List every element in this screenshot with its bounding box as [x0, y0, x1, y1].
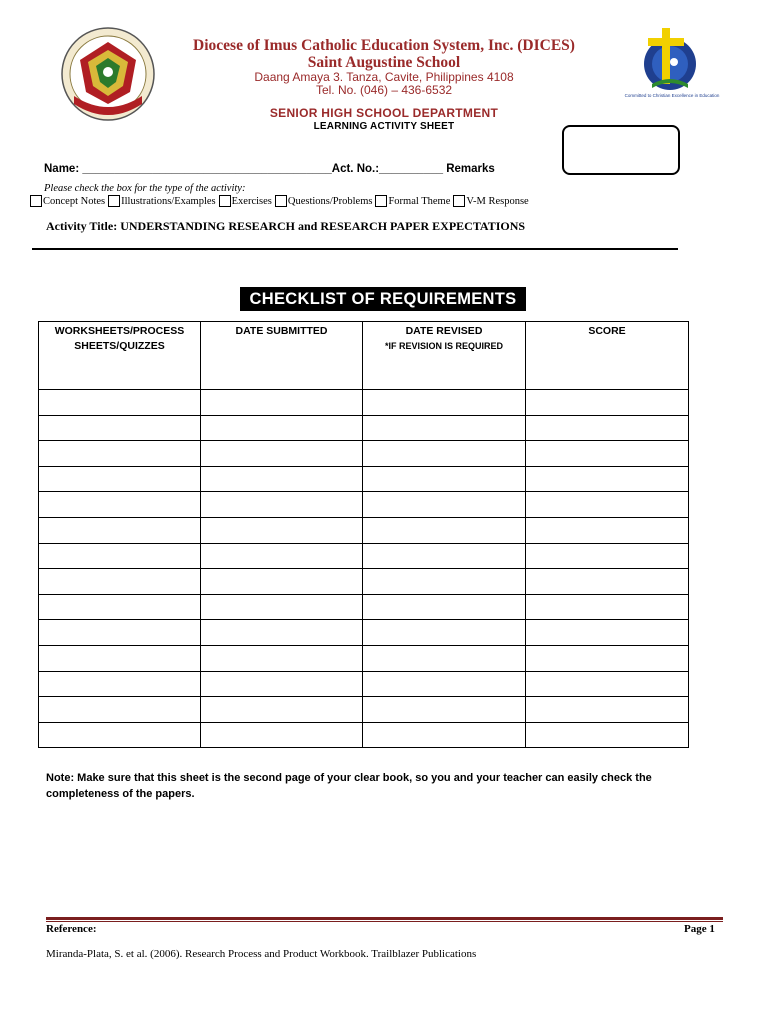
table-cell[interactable] — [201, 594, 363, 620]
table-cell[interactable] — [201, 697, 363, 723]
checkbox-icon[interactable] — [30, 195, 42, 207]
table-cell[interactable] — [363, 671, 526, 697]
checkbox-icon[interactable] — [275, 195, 287, 207]
table-row — [39, 390, 689, 416]
table-cell[interactable] — [39, 671, 201, 697]
table-row — [39, 517, 689, 543]
table-cell[interactable] — [526, 697, 689, 723]
table-cell[interactable] — [526, 466, 689, 492]
table-cell[interactable] — [39, 492, 201, 518]
option-formal-theme[interactable]: Formal Theme — [375, 195, 450, 207]
table-cell[interactable] — [201, 517, 363, 543]
table-cell[interactable] — [363, 466, 526, 492]
activity-type-instruction: Please check the box for the type of the activity: — [44, 183, 246, 194]
table-cell[interactable] — [363, 543, 526, 569]
remarks-box[interactable] — [562, 125, 680, 175]
table-row — [39, 441, 689, 467]
school-address: Daang Amaya 3. Tanza, Cavite, Philippines 4108 — [254, 70, 514, 84]
table-cell[interactable] — [363, 517, 526, 543]
option-illustrations-examples[interactable]: Illustrations/Examples — [108, 195, 216, 207]
table-cell[interactable] — [363, 492, 526, 518]
table-cell[interactable] — [39, 517, 201, 543]
table-cell[interactable] — [201, 645, 363, 671]
checklist-title: CHECKLIST OF REQUIREMENTS — [240, 287, 526, 311]
option-questions-problems[interactable]: Questions/Problems — [275, 195, 373, 207]
table-cell[interactable] — [363, 722, 526, 748]
table-header-row — [39, 322, 689, 390]
option-vm-response[interactable]: V-M Response — [453, 195, 528, 207]
table-cell[interactable] — [201, 390, 363, 416]
table-row — [39, 594, 689, 620]
table-cell[interactable] — [201, 620, 363, 646]
table-cell[interactable] — [39, 620, 201, 646]
table-cell[interactable] — [363, 441, 526, 467]
table-cell[interactable] — [201, 415, 363, 441]
option-concept-notes[interactable]: Concept Notes — [30, 195, 105, 207]
table-cell[interactable] — [363, 569, 526, 595]
table-row — [39, 492, 689, 518]
table-cell[interactable] — [39, 441, 201, 467]
school-telephone: Tel. No. (046) – 436-6532 — [315, 83, 453, 97]
col-header-date-submitted: DATE SUBMITTED — [201, 322, 363, 390]
reference-citation: Miranda-Plata, S. et al. (2006). Research Process and Product Workbook. Trailblazer Publications — [46, 948, 477, 960]
col-header-date-revised: DATE REVISED *IF REVISION IS REQUIRED — [363, 322, 526, 390]
table-cell[interactable] — [526, 594, 689, 620]
option-exercises[interactable]: Exercises — [219, 195, 272, 207]
table-row — [39, 645, 689, 671]
table-cell[interactable] — [526, 620, 689, 646]
table-row — [39, 697, 689, 723]
table-cell[interactable] — [363, 645, 526, 671]
table-cell[interactable] — [363, 697, 526, 723]
table-row — [39, 569, 689, 595]
table-cell[interactable] — [526, 517, 689, 543]
footer-divider — [46, 917, 723, 920]
activity-type-options — [30, 195, 532, 207]
checkbox-icon[interactable] — [375, 195, 387, 207]
table-cell[interactable] — [526, 569, 689, 595]
table-cell[interactable] — [526, 441, 689, 467]
table-cell[interactable] — [39, 697, 201, 723]
table-cell[interactable] — [39, 543, 201, 569]
table-row — [39, 466, 689, 492]
table-cell[interactable] — [39, 569, 201, 595]
checkbox-icon[interactable] — [108, 195, 120, 207]
dices-logo-caption: Committed to Christian Excellence in Education — [624, 93, 720, 98]
table-row — [39, 620, 689, 646]
table-cell[interactable] — [363, 390, 526, 416]
school-name: Saint Augustine School — [307, 54, 461, 71]
table-cell[interactable] — [526, 415, 689, 441]
table-row — [39, 722, 689, 748]
table-row — [39, 671, 689, 697]
checkbox-icon[interactable] — [219, 195, 231, 207]
table-row — [39, 415, 689, 441]
table-cell[interactable] — [363, 415, 526, 441]
revision-note: *IF REVISION IS REQUIRED — [384, 341, 504, 351]
table-cell[interactable] — [39, 390, 201, 416]
reference-label: Reference: — [46, 923, 97, 935]
table-cell[interactable] — [526, 390, 689, 416]
table-cell[interactable] — [39, 415, 201, 441]
page-number: Page 1 — [684, 923, 715, 935]
organization-name: Diocese of Imus Catholic Education System, Inc. (DICES) — [193, 37, 575, 54]
table-cell[interactable] — [39, 594, 201, 620]
table-cell[interactable] — [201, 671, 363, 697]
activity-title: Activity Title: UNDERSTANDING RESEARCH and RESEARCH PAPER EXPECTATIONS — [46, 219, 526, 233]
table-cell[interactable] — [526, 543, 689, 569]
table-cell[interactable] — [363, 594, 526, 620]
table-cell[interactable] — [526, 671, 689, 697]
table-cell[interactable] — [39, 645, 201, 671]
col-header-worksheets: WORKSHEETS/PROCESS SHEETS/QUIZZES — [39, 322, 201, 390]
table-cell[interactable] — [201, 441, 363, 467]
table-cell[interactable] — [39, 722, 201, 748]
col-header-score: SCORE — [526, 322, 689, 390]
department-title: SENIOR HIGH SCHOOL DEPARTMENT — [269, 106, 499, 120]
table-cell[interactable] — [201, 543, 363, 569]
checkbox-icon[interactable] — [453, 195, 465, 207]
title-divider — [32, 248, 678, 250]
sheet-type: LEARNING ACTIVITY SHEET — [313, 121, 455, 132]
table-cell[interactable] — [201, 492, 363, 518]
table-cell[interactable] — [526, 645, 689, 671]
table-cell[interactable] — [526, 722, 689, 748]
table-cell[interactable] — [363, 620, 526, 646]
table-cell[interactable] — [526, 492, 689, 518]
table-cell[interactable] — [39, 466, 201, 492]
requirements-table — [38, 321, 689, 748]
table-row — [39, 543, 689, 569]
footer-divider-thin — [46, 921, 723, 922]
table-cell[interactable] — [201, 466, 363, 492]
table-cell[interactable] — [201, 569, 363, 595]
instruction-note: Note: Make sure that this sheet is the second page of your clear book, so you and your teacher can easily check the completeness of the papers. — [46, 772, 652, 800]
table-cell[interactable] — [201, 722, 363, 748]
name-act-remarks-line[interactable]: Name: _______________________________________Act. No.:__________ Remarks — [44, 163, 495, 175]
